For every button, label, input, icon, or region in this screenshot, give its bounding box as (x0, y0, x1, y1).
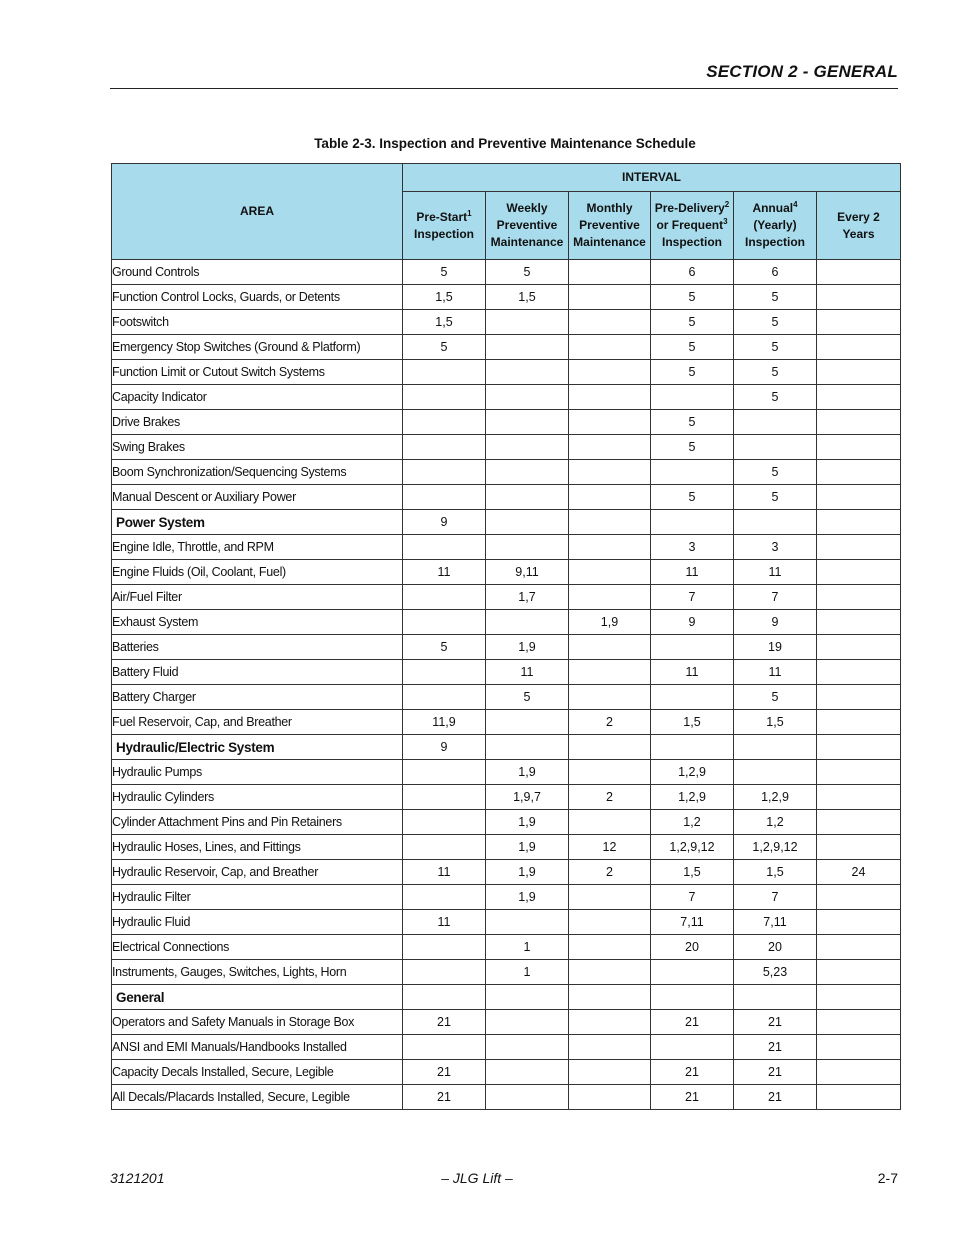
interval-cell (817, 660, 901, 685)
interval-cell: 21 (734, 1035, 817, 1060)
interval-cell: 9 (403, 510, 486, 535)
interval-cell (403, 985, 486, 1010)
table-row (112, 410, 901, 435)
interval-cell: 21 (734, 1085, 817, 1110)
interval-cell: 5 (403, 335, 486, 360)
interval-cell: 7 (651, 585, 734, 610)
interval-cell (403, 485, 486, 510)
interval-cell (569, 410, 651, 435)
interval-cell: 1,9 (486, 860, 569, 885)
interval-cell (403, 610, 486, 635)
table-row (112, 1010, 901, 1035)
interval-cell: 1,9 (486, 810, 569, 835)
interval-cell: 5 (651, 285, 734, 310)
table-title: Table 2-3. Inspection and Preventive Maintenance Schedule (314, 136, 696, 151)
header-rule (110, 88, 898, 89)
area-label: Hydraulic Cylinders (112, 785, 403, 810)
area-label: Drive Brakes (112, 410, 403, 435)
area-label: All Decals/Placards Installed, Secure, Legible (112, 1085, 403, 1110)
area-header: AREA (112, 164, 403, 260)
interval-cell (817, 285, 901, 310)
interval-cell: 21 (651, 1060, 734, 1085)
table-group-row (112, 985, 901, 1010)
interval-cell: 6 (651, 260, 734, 285)
interval-cell (817, 835, 901, 860)
interval-cell (486, 985, 569, 1010)
interval-column-header: Weekly Preventive Maintenance (486, 192, 569, 260)
interval-cell (569, 485, 651, 510)
interval-cell (817, 885, 901, 910)
interval-cell: 5 (651, 360, 734, 385)
interval-cell (403, 660, 486, 685)
interval-cell: 21 (651, 1010, 734, 1035)
interval-cell (486, 310, 569, 335)
interval-cell (569, 560, 651, 585)
interval-cell (817, 960, 901, 985)
interval-cell: 1,9 (486, 760, 569, 785)
interval-header: INTERVAL (403, 164, 901, 192)
interval-cell (817, 910, 901, 935)
interval-cell (817, 260, 901, 285)
interval-cell: 1,9 (486, 885, 569, 910)
area-label: Function Control Locks, Guards, or Detents (112, 285, 403, 310)
group-label: Hydraulic/Electric System (112, 735, 403, 760)
interval-cell (817, 635, 901, 660)
area-label: Capacity Decals Installed, Secure, Legible (112, 1060, 403, 1085)
interval-cell (569, 385, 651, 410)
interval-cell (486, 1060, 569, 1085)
area-label: Emergency Stop Switches (Ground & Platform) (112, 335, 403, 360)
interval-cell (569, 985, 651, 1010)
interval-cell: 9 (734, 610, 817, 635)
interval-cell (403, 1035, 486, 1060)
area-label: Battery Charger (112, 685, 403, 710)
interval-cell (403, 460, 486, 485)
interval-cell: 5 (403, 260, 486, 285)
interval-cell: 5 (651, 485, 734, 510)
interval-cell: 11 (734, 660, 817, 685)
interval-cell (569, 310, 651, 335)
interval-cell: 24 (817, 860, 901, 885)
interval-cell (486, 510, 569, 535)
interval-cell: 5 (651, 435, 734, 460)
interval-cell: 1 (486, 960, 569, 985)
interval-cell: 1,9 (569, 610, 651, 635)
table-row (112, 685, 901, 710)
interval-cell: 1,7 (486, 585, 569, 610)
table-row (112, 335, 901, 360)
interval-cell (569, 760, 651, 785)
interval-cell (817, 585, 901, 610)
interval-cell (817, 510, 901, 535)
interval-cell: 1 (486, 935, 569, 960)
interval-cell: 1,2,9,12 (734, 835, 817, 860)
interval-cell (817, 685, 901, 710)
section-header: SECTION 2 - GENERAL (706, 62, 898, 81)
interval-cell: 1,2 (651, 810, 734, 835)
interval-cell (651, 460, 734, 485)
interval-cell: 11 (734, 560, 817, 585)
interval-cell (569, 960, 651, 985)
interval-cell: 5 (734, 360, 817, 385)
interval-cell (651, 510, 734, 535)
area-label: Air/Fuel Filter (112, 585, 403, 610)
interval-cell (817, 1010, 901, 1035)
area-label: Ground Controls (112, 260, 403, 285)
interval-cell: 20 (734, 935, 817, 960)
interval-cell (569, 535, 651, 560)
interval-cell (817, 985, 901, 1010)
interval-cell (486, 335, 569, 360)
interval-cell (651, 685, 734, 710)
table-row (112, 935, 901, 960)
interval-column-header: Every 2 Years (817, 192, 901, 260)
interval-cell: 5 (734, 285, 817, 310)
interval-cell: 1,2 (734, 810, 817, 835)
document-number: 3121201 (110, 1170, 165, 1186)
table-row (112, 1060, 901, 1085)
interval-cell (734, 735, 817, 760)
area-label: Hydraulic Filter (112, 885, 403, 910)
interval-cell: 2 (569, 785, 651, 810)
interval-cell: 1,2,9 (651, 760, 734, 785)
area-label: Footswitch (112, 310, 403, 335)
interval-cell (817, 610, 901, 635)
interval-cell: 9 (651, 610, 734, 635)
area-label: Swing Brakes (112, 435, 403, 460)
interval-cell (486, 1010, 569, 1035)
interval-cell: 1,5 (403, 285, 486, 310)
interval-cell (403, 760, 486, 785)
interval-cell: 1,9 (486, 835, 569, 860)
interval-cell: 11 (403, 860, 486, 885)
interval-cell: 11 (651, 660, 734, 685)
interval-cell (403, 535, 486, 560)
interval-cell (569, 1060, 651, 1085)
interval-cell (817, 710, 901, 735)
area-label: Operators and Safety Manuals in Storage Box (112, 1010, 403, 1035)
interval-cell (486, 735, 569, 760)
interval-cell (486, 1085, 569, 1110)
interval-cell (486, 460, 569, 485)
interval-cell (651, 1035, 734, 1060)
area-label: Engine Fluids (Oil, Coolant, Fuel) (112, 560, 403, 585)
interval-cell (486, 1035, 569, 1060)
interval-cell (486, 435, 569, 460)
interval-cell (569, 260, 651, 285)
interval-cell: 21 (403, 1060, 486, 1085)
interval-cell (403, 435, 486, 460)
interval-cell (569, 685, 651, 710)
table-row (112, 785, 901, 810)
interval-cell (569, 460, 651, 485)
interval-cell: 7 (734, 885, 817, 910)
interval-cell: 5,23 (734, 960, 817, 985)
interval-cell: 7 (734, 585, 817, 610)
interval-cell: 1,2,9,12 (651, 835, 734, 860)
table-row (112, 660, 901, 685)
interval-cell (569, 810, 651, 835)
interval-cell (817, 810, 901, 835)
interval-cell: 3 (651, 535, 734, 560)
interval-cell (403, 685, 486, 710)
interval-cell (734, 435, 817, 460)
interval-cell (569, 935, 651, 960)
area-label: Boom Synchronization/Sequencing Systems (112, 460, 403, 485)
interval-cell: 20 (651, 935, 734, 960)
interval-cell: 19 (734, 635, 817, 660)
table-row (112, 810, 901, 835)
area-label: Hydraulic Reservoir, Cap, and Breather (112, 860, 403, 885)
area-label: Capacity Indicator (112, 385, 403, 410)
interval-cell: 1,5 (651, 860, 734, 885)
table-row (112, 260, 901, 285)
interval-cell: 5 (651, 310, 734, 335)
interval-cell: 5 (403, 635, 486, 660)
table-row (112, 285, 901, 310)
interval-cell (486, 910, 569, 935)
interval-cell (569, 660, 651, 685)
area-label: Exhaust System (112, 610, 403, 635)
interval-cell: 1,5 (734, 710, 817, 735)
interval-column-header: Monthly Preventive Maintenance (569, 192, 651, 260)
interval-cell: 2 (569, 860, 651, 885)
interval-cell: 11,9 (403, 710, 486, 735)
interval-cell (817, 1060, 901, 1085)
maintenance-schedule-table (111, 163, 901, 1110)
interval-cell (817, 485, 901, 510)
interval-cell (651, 385, 734, 410)
interval-cell: 5 (734, 310, 817, 335)
interval-cell: 9,11 (486, 560, 569, 585)
interval-cell: 1,5 (403, 310, 486, 335)
table-row (112, 610, 901, 635)
table-row (112, 860, 901, 885)
interval-cell: 1,5 (651, 710, 734, 735)
interval-cell: 7 (651, 885, 734, 910)
interval-cell: 21 (734, 1010, 817, 1035)
interval-cell: 11 (651, 560, 734, 585)
interval-cell: 6 (734, 260, 817, 285)
interval-cell (486, 535, 569, 560)
interval-cell (817, 335, 901, 360)
interval-cell (817, 785, 901, 810)
interval-cell: 5 (651, 335, 734, 360)
area-label: Manual Descent or Auxiliary Power (112, 485, 403, 510)
group-label: Power System (112, 510, 403, 535)
interval-cell (569, 885, 651, 910)
interval-cell (403, 360, 486, 385)
interval-cell: 12 (569, 835, 651, 860)
area-label: Hydraulic Pumps (112, 760, 403, 785)
interval-cell: 7,11 (651, 910, 734, 935)
table-row (112, 585, 901, 610)
table-row (112, 310, 901, 335)
interval-cell (817, 360, 901, 385)
interval-cell: 5 (734, 385, 817, 410)
interval-cell (734, 410, 817, 435)
table-row (112, 635, 901, 660)
area-label: Function Limit or Cutout Switch Systems (112, 360, 403, 385)
interval-cell (817, 410, 901, 435)
interval-cell (569, 1085, 651, 1110)
interval-cell: 21 (651, 1085, 734, 1110)
interval-cell: 1,9 (486, 635, 569, 660)
interval-cell (817, 560, 901, 585)
interval-cell (569, 735, 651, 760)
interval-cell (651, 635, 734, 660)
interval-cell: 5 (651, 410, 734, 435)
page-number: 2-7 (877, 1170, 898, 1186)
interval-cell (651, 960, 734, 985)
interval-cell (403, 410, 486, 435)
area-label: Instruments, Gauges, Switches, Lights, Horn (112, 960, 403, 985)
interval-cell: 21 (403, 1085, 486, 1110)
group-label: General (112, 985, 403, 1010)
interval-cell (403, 385, 486, 410)
interval-cell: 21 (734, 1060, 817, 1085)
area-label: Batteries (112, 635, 403, 660)
interval-cell (569, 910, 651, 935)
table-row (112, 535, 901, 560)
interval-cell (403, 785, 486, 810)
interval-cell (817, 435, 901, 460)
interval-cell (403, 835, 486, 860)
interval-cell (569, 585, 651, 610)
table-group-row (112, 735, 901, 760)
interval-cell (403, 935, 486, 960)
interval-cell (569, 285, 651, 310)
interval-cell (403, 810, 486, 835)
interval-cell (569, 335, 651, 360)
interval-cell (486, 410, 569, 435)
interval-cell: 5 (734, 460, 817, 485)
interval-cell: 5 (486, 685, 569, 710)
area-label: Battery Fluid (112, 660, 403, 685)
interval-cell (486, 485, 569, 510)
interval-cell (486, 385, 569, 410)
table-row (112, 485, 901, 510)
interval-cell (403, 960, 486, 985)
table-row (112, 360, 901, 385)
interval-cell: 11 (403, 910, 486, 935)
interval-cell: 5 (734, 485, 817, 510)
interval-cell (403, 585, 486, 610)
interval-cell: 5 (486, 260, 569, 285)
interval-cell: 1,9,7 (486, 785, 569, 810)
interval-cell (403, 885, 486, 910)
interval-cell (734, 985, 817, 1010)
interval-cell (569, 435, 651, 460)
interval-cell (817, 760, 901, 785)
interval-cell: 1,5 (486, 285, 569, 310)
interval-cell: 5 (734, 685, 817, 710)
interval-column-header: Pre-Delivery$^2$ or Frequent$^3$ Inspection (651, 192, 734, 260)
area-label: ANSI and EMI Manuals/Handbooks Installed (112, 1035, 403, 1060)
interval-cell: 1,2,9 (651, 785, 734, 810)
table-row (112, 385, 901, 410)
interval-cell: 9 (403, 735, 486, 760)
interval-cell (734, 760, 817, 785)
interval-cell (817, 460, 901, 485)
table-row (112, 710, 901, 735)
table-row (112, 885, 901, 910)
interval-cell (651, 985, 734, 1010)
interval-cell (734, 510, 817, 535)
table-row (112, 560, 901, 585)
table-row (112, 835, 901, 860)
interval-cell (817, 935, 901, 960)
interval-cell (569, 360, 651, 385)
table-row (112, 960, 901, 985)
publisher-name: – JLG Lift – (441, 1170, 513, 1186)
interval-cell (817, 1085, 901, 1110)
interval-cell (817, 735, 901, 760)
interval-cell: 11 (486, 660, 569, 685)
interval-cell (569, 1035, 651, 1060)
area-label: Cylinder Attachment Pins and Pin Retainers (112, 810, 403, 835)
interval-cell (486, 360, 569, 385)
interval-cell (817, 535, 901, 560)
interval-column-header: Annual$^4$ (Yearly) Inspection (734, 192, 817, 260)
interval-cell (817, 310, 901, 335)
interval-cell (486, 610, 569, 635)
interval-cell: 1,2,9 (734, 785, 817, 810)
interval-cell: 1,5 (734, 860, 817, 885)
interval-cell: 2 (569, 710, 651, 735)
interval-cell (486, 710, 569, 735)
interval-cell (569, 635, 651, 660)
table-row (112, 435, 901, 460)
interval-cell (817, 385, 901, 410)
table-row (112, 1035, 901, 1060)
interval-cell (817, 1035, 901, 1060)
interval-cell (569, 510, 651, 535)
area-label: Fuel Reservoir, Cap, and Breather (112, 710, 403, 735)
table-group-row (112, 510, 901, 535)
interval-cell: 7,11 (734, 910, 817, 935)
table-row (112, 910, 901, 935)
interval-cell: 21 (403, 1010, 486, 1035)
interval-cell: 11 (403, 560, 486, 585)
schedule-body (112, 260, 901, 1110)
interval-cell: 5 (734, 335, 817, 360)
interval-column-header: Pre-Start$^1$ Inspection (403, 192, 486, 260)
table-row (112, 1085, 901, 1110)
table-row (112, 460, 901, 485)
area-label: Hydraulic Hoses, Lines, and Fittings (112, 835, 403, 860)
interval-cell (569, 1010, 651, 1035)
area-label: Electrical Connections (112, 935, 403, 960)
area-label: Engine Idle, Throttle, and RPM (112, 535, 403, 560)
area-label: Hydraulic Fluid (112, 910, 403, 935)
table-row (112, 760, 901, 785)
interval-cell (651, 735, 734, 760)
interval-cell: 3 (734, 535, 817, 560)
